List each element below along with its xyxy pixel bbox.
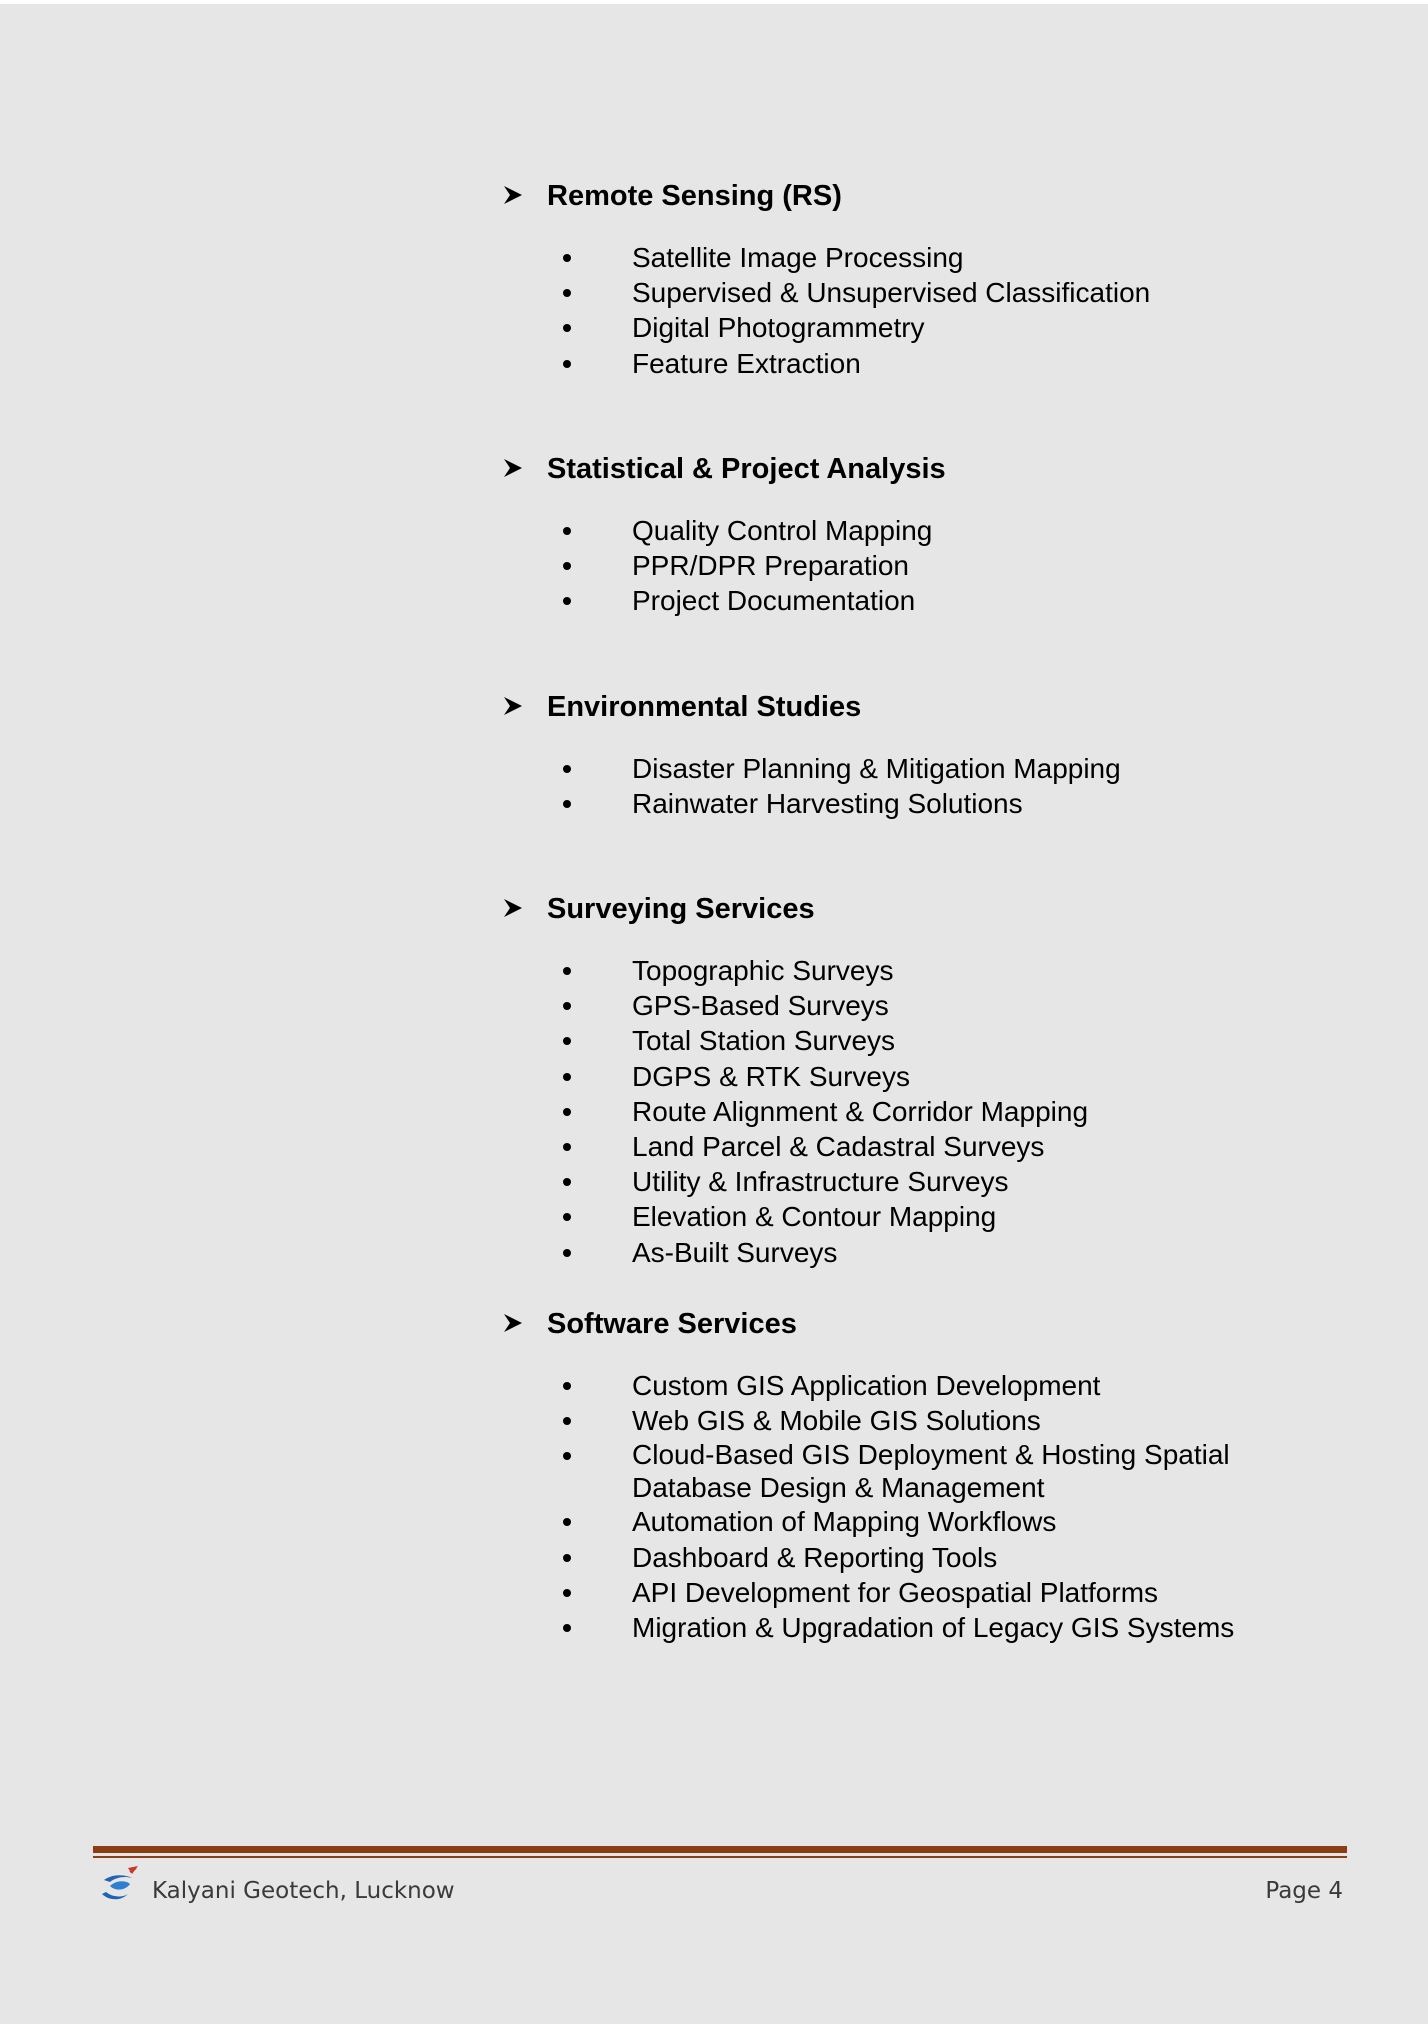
section-title: Environmental Studies (547, 691, 862, 723)
list-item: API Development for Geospatial Platforms (500, 1575, 1360, 1610)
bullet-icon (563, 1073, 571, 1081)
list-item: Quality Control Mapping (500, 513, 1360, 548)
section-statistical-project-analysis (500, 449, 1360, 635)
document-page (0, 4, 1428, 2024)
footer-rule-thin (93, 1856, 1347, 1858)
section-surveying-services (500, 889, 1360, 1286)
bullet-icon (563, 1554, 571, 1562)
bullet-icon (563, 1589, 571, 1597)
bullet-list (500, 240, 1360, 381)
section-heading (500, 889, 1360, 929)
list-item: Topographic Surveys (500, 953, 1360, 988)
bullet-icon (563, 254, 571, 262)
list-item: Automation of Mapping Workflows (500, 1504, 1360, 1539)
arrowhead-icon (504, 697, 522, 715)
bullet-icon (563, 1382, 571, 1390)
list-item: Feature Extraction (500, 346, 1360, 381)
list-item: Migration & Upgradation of Legacy GIS Systems (500, 1610, 1360, 1645)
bullet-icon (563, 765, 571, 773)
section-title: Surveying Services (547, 893, 815, 925)
logo-icon (98, 1864, 142, 1908)
bullet-icon (563, 1108, 571, 1116)
list-item: Disaster Planning & Mitigation Mapping (500, 751, 1360, 786)
bullet-icon (563, 1143, 571, 1151)
section-heading (500, 687, 1360, 727)
list-item: As-Built Surveys (500, 1235, 1360, 1270)
list-item: PPR/DPR Preparation (500, 548, 1360, 583)
section-title: Remote Sensing (RS) (547, 180, 842, 212)
list-item: Route Alignment & Corridor Mapping (500, 1094, 1360, 1129)
bullet-list (500, 953, 1360, 1270)
list-item: Dashboard & Reporting Tools (500, 1540, 1360, 1575)
list-item: Digital Photogrammetry (500, 310, 1360, 345)
section-title: Statistical & Project Analysis (547, 453, 946, 485)
bullet-icon (563, 1624, 571, 1632)
list-item: Supervised & Unsupervised Classification (500, 275, 1360, 310)
arrowhead-icon (504, 1314, 522, 1332)
list-item: DGPS & RTK Surveys (500, 1059, 1360, 1094)
section-software-services (500, 1304, 1360, 1661)
list-item: Utility & Infrastructure Surveys (500, 1164, 1360, 1199)
section-remote-sensing (500, 176, 1360, 397)
footer-company-name: Kalyani Geotech, Lucknow (152, 1878, 455, 1904)
bullet-list (500, 751, 1360, 821)
section-heading (500, 176, 1360, 216)
section-heading (500, 449, 1360, 489)
footer-rule-thick (93, 1846, 1347, 1853)
bullet-list (500, 513, 1360, 619)
bullet-icon (563, 360, 571, 368)
section-title: Software Services (547, 1308, 797, 1340)
list-item: Custom GIS Application Development (500, 1368, 1360, 1403)
bullet-icon (563, 967, 571, 975)
list-item: Elevation & Contour Mapping (500, 1199, 1360, 1234)
footer-page-number: Page 4 (1265, 1878, 1343, 1904)
section-heading (500, 1304, 1360, 1344)
bullet-icon (563, 527, 571, 535)
arrowhead-icon (504, 459, 522, 477)
arrowhead-icon (504, 899, 522, 917)
bullet-list (500, 1368, 1360, 1645)
list-item: GPS-Based Surveys (500, 988, 1360, 1023)
arrowhead-icon (504, 186, 522, 204)
section-environmental-studies (500, 687, 1360, 837)
list-item: Project Documentation (500, 583, 1360, 618)
bullet-icon (563, 1249, 571, 1257)
list-item: Cloud-Based GIS Deployment & Hosting Spatial Database Design & Management (500, 1438, 1360, 1504)
list-item: Land Parcel & Cadastral Surveys (500, 1129, 1360, 1164)
list-item: Satellite Image Processing (500, 240, 1360, 275)
list-item: Web GIS & Mobile GIS Solutions (500, 1403, 1360, 1438)
list-item: Total Station Surveys (500, 1023, 1360, 1058)
list-item: Rainwater Harvesting Solutions (500, 786, 1360, 821)
